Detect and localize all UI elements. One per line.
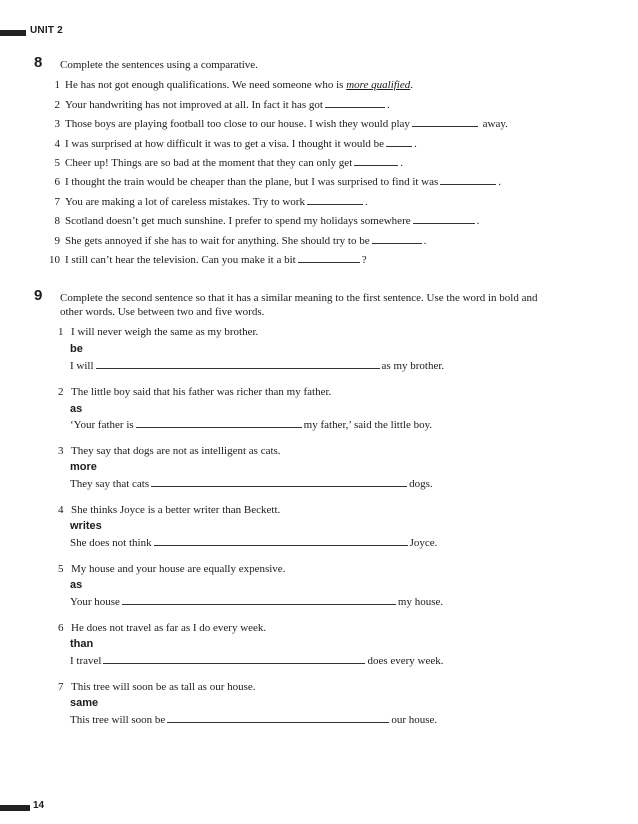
ex9-item-4-keyword: writes	[70, 520, 102, 532]
unit-label: UNIT 2	[30, 25, 63, 36]
answer-blank[interactable]	[372, 234, 422, 244]
answer-blank[interactable]	[354, 156, 398, 166]
answer-blank[interactable]	[151, 477, 407, 487]
ex8-item-1: 1 He has not got enough qualifications. We need someone who is more qualified.	[54, 79, 413, 91]
ex9-item-2-sentence: 2 The little boy said that his father was richer than my father.	[58, 386, 332, 398]
exercise-9-number: 9	[34, 287, 43, 304]
ex9-item-3-keyword: more	[70, 461, 97, 473]
ex9-item-6-line: I travel does every week.	[70, 655, 444, 667]
ex8-item-7: 7 You are making a lot of careless mistakes. Try to work .	[54, 196, 368, 208]
ex9-item-7-line: This tree will soon be our house.	[70, 714, 438, 726]
answer-blank[interactable]	[96, 359, 380, 369]
exercise-8-instruction: Complete the sentences using a comparative.	[60, 59, 258, 71]
ex9-item-2-keyword: as	[70, 403, 83, 415]
ex8-item-5: 5 Cheer up! Things are so bad at the moment that they can only get .	[54, 157, 403, 169]
ex8-example-answer: more qualified	[346, 79, 411, 91]
answer-blank[interactable]	[440, 175, 496, 185]
ex9-item-5-sentence: 5 My house and your house are equally expensive.	[58, 563, 286, 575]
answer-blank[interactable]	[386, 137, 412, 147]
ex9-item-3-sentence: 3 They say that dogs are not as intelligent as cats.	[58, 445, 281, 457]
ex8-item-9: 9 She gets annoyed if she has to wait for anything. She should try to be .	[54, 235, 427, 247]
ex9-item-4-sentence: 4 She thinks Joyce is a better writer than Beckett.	[58, 504, 281, 516]
ex8-item-8: 8 Scotland doesn’t get much sunshine. I prefer to spend my holidays somewhere .	[54, 215, 480, 227]
answer-blank[interactable]	[412, 117, 478, 127]
answer-blank[interactable]	[103, 654, 365, 664]
ex8-item-2: 2 Your handwriting has not improved at all. In fact it has got .	[54, 99, 390, 111]
answer-blank[interactable]	[167, 713, 389, 723]
ex8-item-10: 10 I still can’t hear the television. Can you make it a bit ?	[49, 254, 367, 266]
ex9-item-5-keyword: as	[70, 579, 83, 591]
answer-blank[interactable]	[122, 595, 396, 605]
ex8-item-4: 4 I was surprised at how difficult it was to get a visa. I thought it would be .	[54, 138, 417, 150]
ex9-item-2-line: ‘Your father is my father,’ said the little boy.	[70, 419, 433, 431]
answer-blank[interactable]	[154, 536, 408, 546]
ex9-item-1-line: I will as my brother.	[70, 360, 445, 372]
ex9-item-4-line: She does not think Joyce.	[70, 537, 438, 549]
page-number-bar	[0, 805, 30, 811]
exercise-9-instruction-line1: Complete the second sentence so that it has a similar meaning to the first sentence. Use the word in bold and	[60, 292, 538, 304]
ex9-item-1-sentence: 1 I will never weigh the same as my brother.	[58, 326, 259, 338]
ex9-item-7-sentence: 7 This tree will soon be as tall as our house.	[58, 681, 256, 693]
ex9-item-7-keyword: same	[70, 697, 99, 709]
answer-blank[interactable]	[413, 214, 475, 224]
exercise-9-instruction-line2: other words. Use between two and five words.	[60, 306, 265, 318]
ex9-item-5-line: Your house my house.	[70, 596, 444, 608]
ex9-item-1-keyword: be	[70, 343, 83, 355]
unit-header-bar	[0, 30, 26, 36]
ex8-item-6: 6 I thought the train would be cheaper than the plane, but I was surprised to find it was .	[54, 176, 502, 188]
ex9-item-6-keyword: than	[70, 638, 94, 650]
page-number: 14	[33, 800, 45, 811]
answer-blank[interactable]	[298, 253, 360, 263]
ex9-item-3-line: They say that cats dogs.	[70, 478, 433, 490]
ex8-item-3: 3 Those boys are playing football too close to our house. I wish they would play away.	[54, 118, 508, 130]
exercise-8-number: 8	[34, 54, 43, 71]
answer-blank[interactable]	[136, 418, 302, 428]
ex9-item-6-sentence: 6 He does not travel as far as I do every week.	[58, 622, 267, 634]
answer-blank[interactable]	[325, 98, 385, 108]
answer-blank[interactable]	[307, 195, 363, 205]
